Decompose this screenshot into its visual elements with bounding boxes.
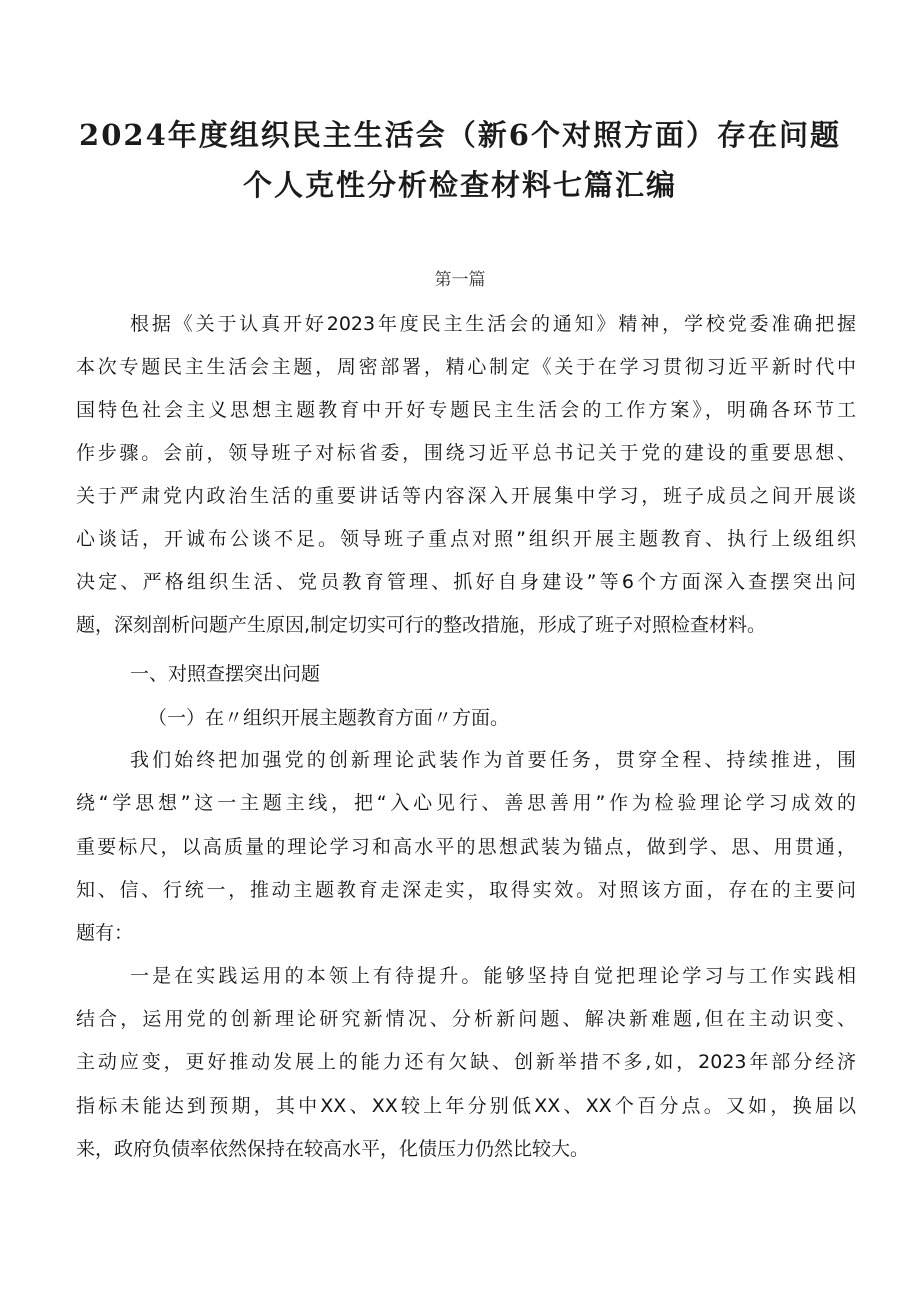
body-line: 国特色社会主义思想主题教育中开好专题民主生活会的工作方案》，明确各环节工 xyxy=(76,399,856,421)
body-line: 主动应变，更好推动发展上的能力还有欠缺、创新举措不多,如，2023年部分经济 xyxy=(76,1051,856,1073)
document-title-line-1: 2024年度组织民主生活会（新6个对照方面）存在问题 xyxy=(79,118,841,152)
body-line: 一是在实践运用的本领上有待提升。能够坚持自觉把理论学习与工作实践相 xyxy=(130,965,856,987)
body-line: 绕“学思想”这一主题主线，把“入心见行、善思善用”作为检验理论学习成效的 xyxy=(76,792,856,814)
body-line: 心谈话，开诚布公谈不足。领导班子重点对照”组织开展主题教育、执行上级组织 xyxy=(76,528,856,550)
body-line: 作步骤。会前，领导班子对标省委，围绕习近平总书记关于党的建设的重要思想、 xyxy=(76,442,856,464)
body-line: 根据《关于认真开好2023年度民主生活会的通知》精神，学校党委准确把握 xyxy=(130,313,856,335)
body-line: 题，深刻剖析问题产生原因,制定切实可行的整改措施，形成了班子对照检查材料。 xyxy=(76,614,767,636)
body-line: 题有： xyxy=(76,922,134,944)
body-line: 决定、严格组织生活、党员教育管理、抓好自身建设”等6个方面深入查摆突出问 xyxy=(76,571,856,593)
body-line: 本次专题民主生活会主题，周密部署，精心制定《关于在学习贯彻习近平新时代中 xyxy=(76,356,856,378)
body-line: 我们始终把加强党的创新理论武装作为首要任务，贯穿全程、持续推进，围 xyxy=(130,749,856,771)
body-line: 指标未能达到预期，其中XX、XX较上年分别低XX、XX个百分点。又如，换届以 xyxy=(76,1095,856,1117)
body-line: 知、信、行统一，推动主题教育走深走实，取得实效。对照该方面，存在的主要问 xyxy=(76,879,856,901)
body-line: 结合，运用党的创新理论研究新情况、分析新问题、解决新难题,但在主动识变、 xyxy=(76,1008,856,1030)
section-heading: 一、对照查摆突出问题 xyxy=(130,663,321,685)
body-line: 来，政府负债率依然保持在较高水平，化债压力仍然比较大。 xyxy=(76,1138,590,1160)
document-title-line-2: 个人克性分析检查材料七篇汇编 xyxy=(242,168,677,202)
body-line: 关于严肃党内政治生活的重要讲话等内容深入开展集中学习，班子成员之间开展谈 xyxy=(76,485,856,507)
chapter-heading: 第一篇 xyxy=(434,270,486,290)
subsection-heading: （一）在〃组织开展主题教育方面〃方面。 xyxy=(148,707,510,729)
body-line: 重要标尺，以高质量的理论学习和高水平的思想武装为锚点，做到学、思、用贯通， xyxy=(76,836,856,858)
